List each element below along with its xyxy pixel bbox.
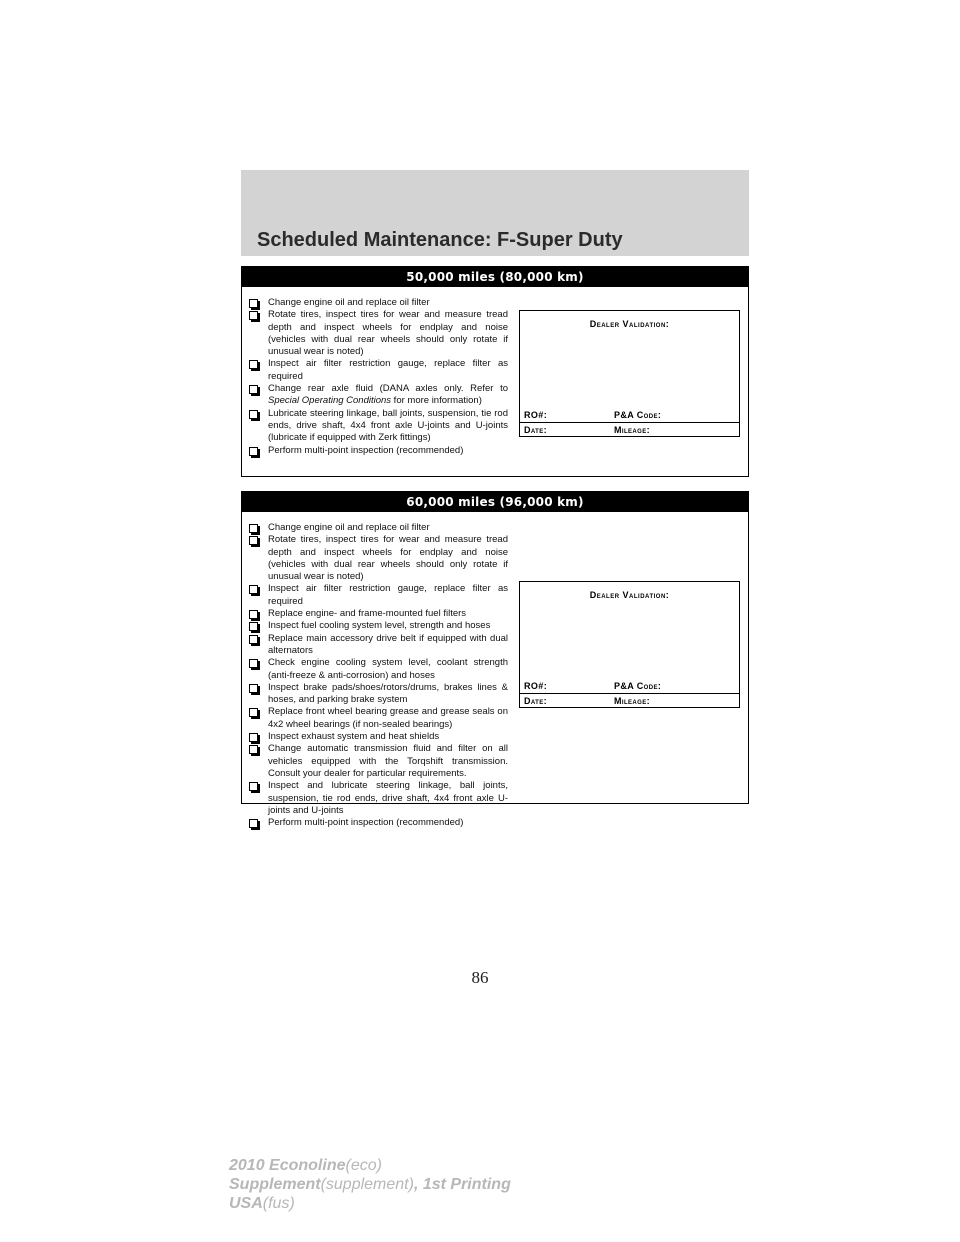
- checkbox-icon[interactable]: [249, 659, 258, 668]
- checklist-item: Inspect air filter restriction gauge, replace filter as required: [246, 583, 508, 608]
- mileage-label: Mileage:: [614, 425, 651, 435]
- checklist-item: Inspect air filter restriction gauge, replace filter as required: [246, 358, 508, 383]
- mileage-label: Mileage:: [614, 696, 651, 706]
- checkbox-icon[interactable]: [249, 622, 258, 631]
- checklist-item: Change engine oil and replace oil filter: [246, 297, 508, 309]
- page-title: Scheduled Maintenance: F-Super Duty: [257, 229, 623, 251]
- checklist-item: Inspect and lubricate steering linkage, ball joints, suspension, tie rod ends, drive shaft, 4x4 front axle U-joints and U-joints: [246, 780, 508, 817]
- checkbox-icon[interactable]: [249, 733, 258, 742]
- checkbox-icon[interactable]: [249, 610, 258, 619]
- footer-line-1: 2010 Econoline(eco): [229, 1157, 382, 1174]
- checkbox-icon[interactable]: [249, 819, 258, 828]
- checkbox-icon[interactable]: [249, 311, 258, 320]
- footer-line-2: Supplement(supplement), 1st Printing: [229, 1176, 511, 1193]
- validation-divider: [520, 693, 739, 694]
- ro-label: RO#:: [524, 681, 548, 691]
- checkbox-icon[interactable]: [249, 684, 258, 693]
- checklist-item: Lubricate steering linkage, ball joints, suspension, tie rod ends, drive shaft, 4x4 front axle U-joints and U-joints (lubricate if equipped with Zerk fittings): [246, 408, 508, 445]
- checklist-item: Inspect fuel cooling system level, strength and hoses: [246, 620, 508, 632]
- validation-row-date: [524, 425, 735, 435]
- checklist-item: Replace engine- and frame-mounted fuel filters: [246, 608, 508, 620]
- checkbox-icon[interactable]: [249, 635, 258, 644]
- maintenance-section-50000: [241, 266, 749, 477]
- checkbox-icon[interactable]: [249, 385, 258, 394]
- checklist-item: Inspect brake pads/shoes/rotors/drums, brakes lines & hoses, and parking brake system: [246, 682, 508, 707]
- ro-label: RO#:: [524, 410, 548, 420]
- section-heading: 50,000 miles (80,000 km): [242, 267, 748, 287]
- checklist-item: Change automatic transmission fluid and filter on all vehicles equipped with the Torqshift transmission. Consult your dealer for particular requirements.: [246, 743, 508, 780]
- checklist: [246, 297, 508, 457]
- checkbox-icon[interactable]: [249, 536, 258, 545]
- dealer-validation-box: [519, 310, 740, 437]
- checklist-item: Inspect exhaust system and heat shields: [246, 731, 508, 743]
- checklist: [246, 522, 508, 829]
- checkbox-icon[interactable]: [249, 782, 258, 791]
- checklist-item: Replace main accessory drive belt if equipped with dual alternators: [246, 633, 508, 658]
- validation-row-date: [524, 696, 735, 706]
- checkbox-icon[interactable]: [249, 745, 258, 754]
- validation-row-ro: [524, 410, 735, 420]
- checklist-item: Rotate tires, inspect tires for wear and measure tread depth and inspect wheels for endplay and noise (vehicles with dual rear wheels should only rotate if unusual wear is noted): [246, 309, 508, 358]
- date-label: Date:: [524, 696, 548, 706]
- maintenance-section-60000: [241, 491, 749, 829]
- validation-title: Dealer Validation:: [589, 319, 670, 329]
- validation-row-ro: [524, 681, 735, 691]
- dealer-validation-box: [519, 581, 740, 708]
- checklist-item: Replace front wheel bearing grease and grease seals on 4x2 wheel bearings (if non-sealed bearings): [246, 706, 508, 731]
- checklist-item: Change rear axle fluid (DANA axles only. Refer to Special Operating Conditions for more information): [246, 383, 508, 408]
- checkbox-icon[interactable]: [249, 524, 258, 533]
- section-heading: 60,000 miles (96,000 km): [242, 492, 748, 512]
- checkbox-icon[interactable]: [249, 410, 258, 419]
- checklist-item: Check engine cooling system level, coolant strength (anti-freeze & anti-corrosion) and hoses: [246, 657, 508, 682]
- checklist-item: Perform multi-point inspection (recommended): [246, 817, 508, 829]
- checkbox-icon[interactable]: [249, 585, 258, 594]
- pa-code-label: P&A Code:: [614, 410, 662, 420]
- checkbox-icon[interactable]: [249, 360, 258, 369]
- checkbox-icon[interactable]: [249, 708, 258, 717]
- checklist-item: Perform multi-point inspection (recommended): [246, 445, 508, 457]
- footer-line-3: USA(fus): [229, 1195, 295, 1212]
- checklist-item: Change engine oil and replace oil filter: [246, 522, 508, 534]
- page-number: 86: [471, 968, 489, 987]
- date-label: Date:: [524, 425, 548, 435]
- validation-divider: [520, 422, 739, 423]
- checkbox-icon[interactable]: [249, 299, 258, 308]
- checkbox-icon[interactable]: [249, 447, 258, 456]
- footer-imprint: [229, 1156, 511, 1213]
- validation-title: Dealer Validation:: [589, 590, 670, 600]
- checklist-item: Rotate tires, inspect tires for wear and measure tread depth and inspect wheels for endplay and noise (vehicles with dual rear wheels should only rotate if unusual wear is noted): [246, 534, 508, 583]
- pa-code-label: P&A Code:: [614, 681, 662, 691]
- header-band: [241, 170, 749, 256]
